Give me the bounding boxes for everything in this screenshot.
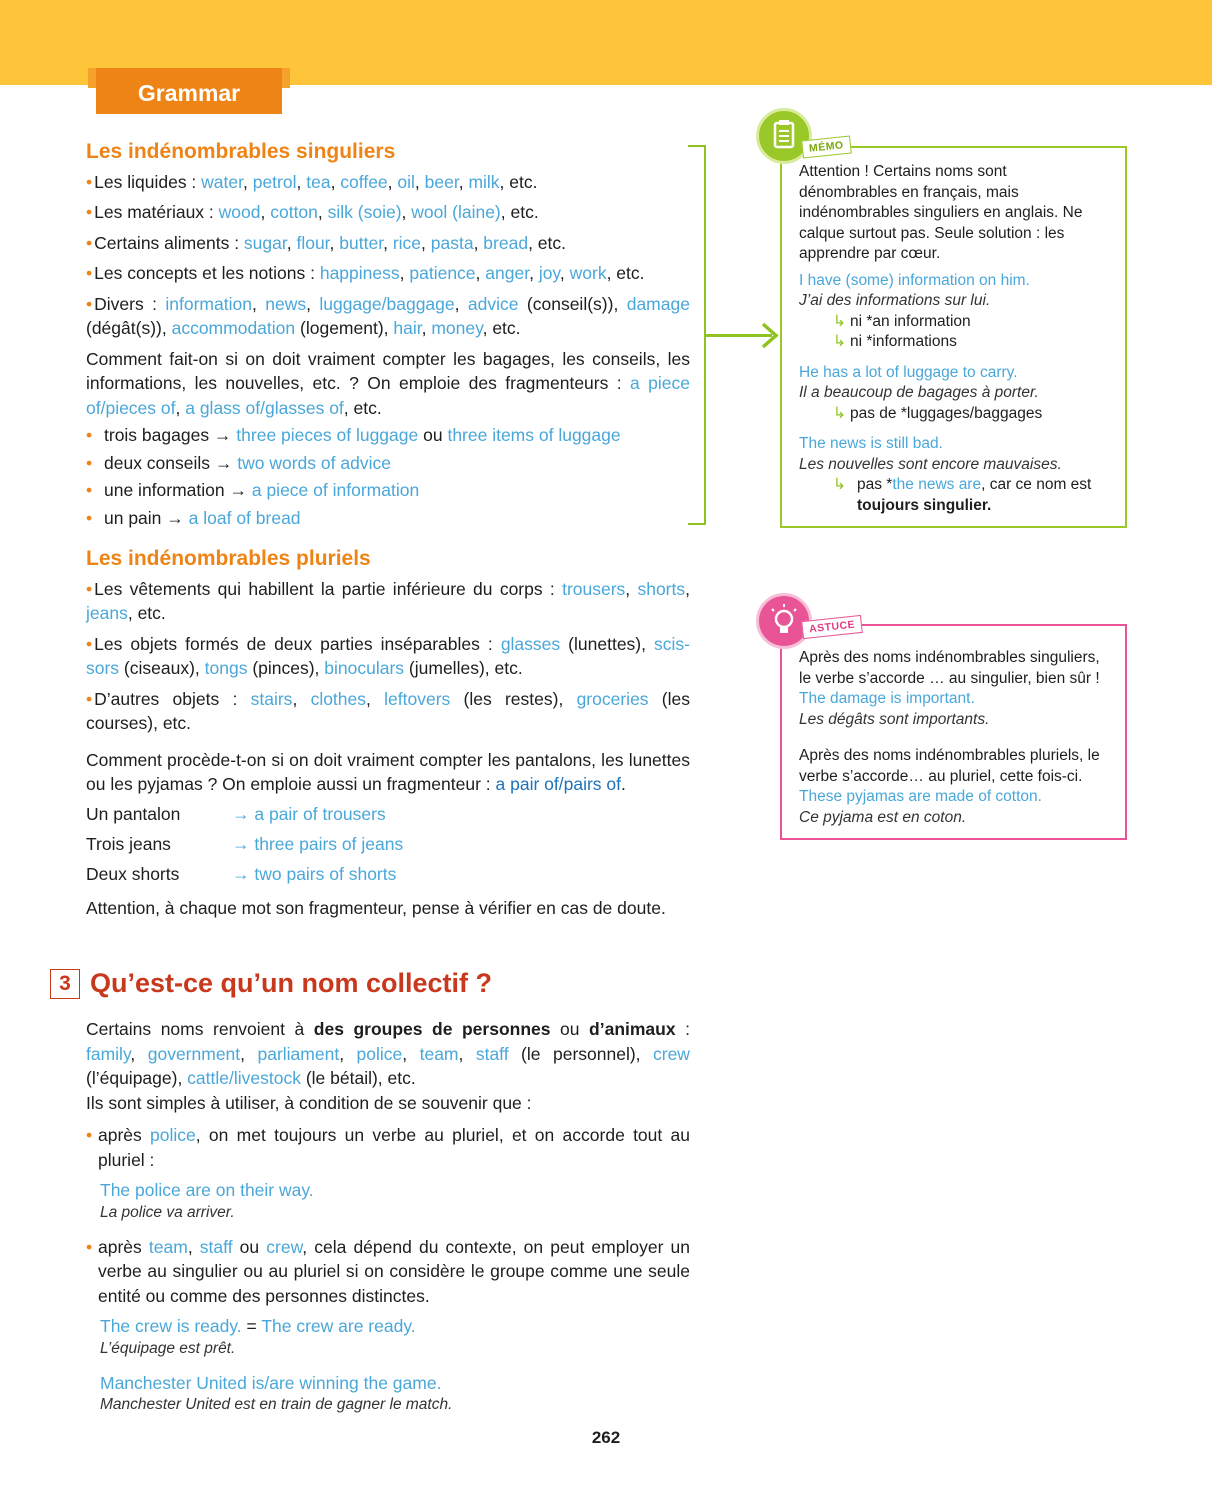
example: The crew is ready. = The crew are ready. L’équipage est prêt. — [100, 1316, 416, 1357]
list-item: • après team, staff ou crew, cela dépend du contexte, on peut employer un verbe au singulier ou au pluriel si on considère le groupe comme une seule entité ou comme des personnes distinctes. — [86, 1236, 690, 1306]
page-number: 262 — [591, 1428, 621, 1447]
list-item: • Les concepts et les notions : happiness, patience, anger, joy, work, etc. — [86, 263, 645, 283]
list-item: • Les matériaux : wood, cotton, silk (soie), wool (laine), etc. — [86, 202, 539, 222]
section-title: Les indénombrables pluriels — [86, 547, 371, 570]
section-heading — [50, 968, 492, 999]
pair-row: Un pantalon → a pair of trousers — [86, 804, 386, 825]
section-collective-nouns — [86, 1017, 690, 1415]
example-item: • trois bagages → three pieces of luggage ou three items of luggage — [86, 425, 621, 445]
grammar-tab — [96, 68, 282, 114]
section-uncountable-singular — [86, 140, 690, 533]
example: The police are on their way. La police va arriver. — [100, 1180, 314, 1221]
paragraph: Comment fait-on si on doit vraiment compter les bagages, les conseils, les informations, les nouvelles, etc. ? On emploie des fragmenteurs : a piece of/pieces of, a glass of/glasses of, etc. — [86, 348, 690, 418]
grammar-tab-label: Grammar — [96, 68, 282, 114]
list-item: • D’autres objets : stairs, clothes, leftovers (les restes), groceries (les courses), etc. — [86, 688, 691, 733]
astuce-box: Après des noms indénombrables singuliers, le verbe s’accorde … au singulier, bien sûr ! The damage is important. Les dégâts sont importants. Après des noms indénombrables pluriels, le verbe s’accorde… au pluriel, cette fois-ci. These pyjamas are made of cotton. Ce pyjama est en coton. — [780, 624, 1127, 840]
paragraph: Attention, à chaque mot son fragmenteur, pense à vérifier en cas de doute. — [86, 897, 666, 918]
list-item: • après police, on met toujours un verbe au pluriel, et on accorde tout au pluriel : — [86, 1125, 690, 1170]
paragraph: Ils sont simples à utiliser, à condition de se souvenir que : — [86, 1092, 532, 1113]
example-item: • deux conseils → two words of advice — [86, 452, 391, 473]
section-number: 3 — [50, 969, 80, 999]
section-uncountable-plural — [86, 547, 690, 920]
example-item: • un pain → a loaf of bread — [86, 507, 301, 528]
section-title: Les indénombrables singuliers — [86, 140, 396, 163]
astuce-label: ASTUCE — [801, 615, 863, 639]
bracket-connector — [688, 145, 706, 525]
memo-box: Attention ! Certains noms sont dénombrables en français, mais indénombrables singuliers en anglais. Ne calque surtout pas. Seule solution : les apprendre par cœur. I have (some) information on him. J’ai des informations sur lui. ↳ ni *an information ↳ ni *informations He has a lot of luggage to carry. Il a beaucoup de bagages à porter. ↳ pas de *luggages/baggages The news is still bad. Les nouvelles sont encore mauvaises. ↳ pas *the news are, car ce nom est toujours singulier. — [780, 146, 1127, 528]
paragraph: Certains noms renvoient à des groupes de personnes ou d’animaux : family, government, parliament, police, team, staff (le personnel), crew (l’équipage), cattle/livestock (le bétail), etc. — [86, 1019, 690, 1088]
memo-label: MÉMO — [801, 136, 851, 159]
list-item: • Les objets formés de deux parties inséparables : glasses (lunettes), scis-sors (ciseaux), tongs (pinces), binoculars (jumelles), etc. — [86, 633, 690, 678]
pair-row: Deux shorts → two pairs of shorts — [86, 864, 397, 885]
arrow-right-icon — [760, 322, 780, 349]
list-item: • Divers : information, news, luggage/baggage, advice (conseil(s)), damage (dégât(s)), accommodation (logement), hair, money, etc. — [86, 293, 690, 338]
list-item: • Les liquides : water, petrol, tea, coffee, oil, beer, milk, etc. — [86, 171, 538, 192]
section-title: Qu’est-ce qu’un nom collectif ? — [90, 968, 493, 998]
example-item: • une information → a piece of information — [86, 480, 420, 500]
pair-row: Trois jeans → three pairs of jeans — [86, 834, 404, 855]
list-item: • Certains aliments : sugar, flour, butter, rice, pasta, bread, etc. — [86, 232, 566, 253]
example: Manchester United is/are winning the game. Manchester United est en train de gagner le match. — [100, 1372, 453, 1413]
paragraph: Comment procède-t-on si on doit vraiment compter les pantalons, les lunettes ou les pyjamas ? On emploie aussi un fragmenteur : a pair of/pairs of. — [86, 749, 690, 794]
list-item: • Les vêtements qui habillent la partie inférieure du corps : trousers, shorts, jeans, etc. — [86, 578, 690, 623]
